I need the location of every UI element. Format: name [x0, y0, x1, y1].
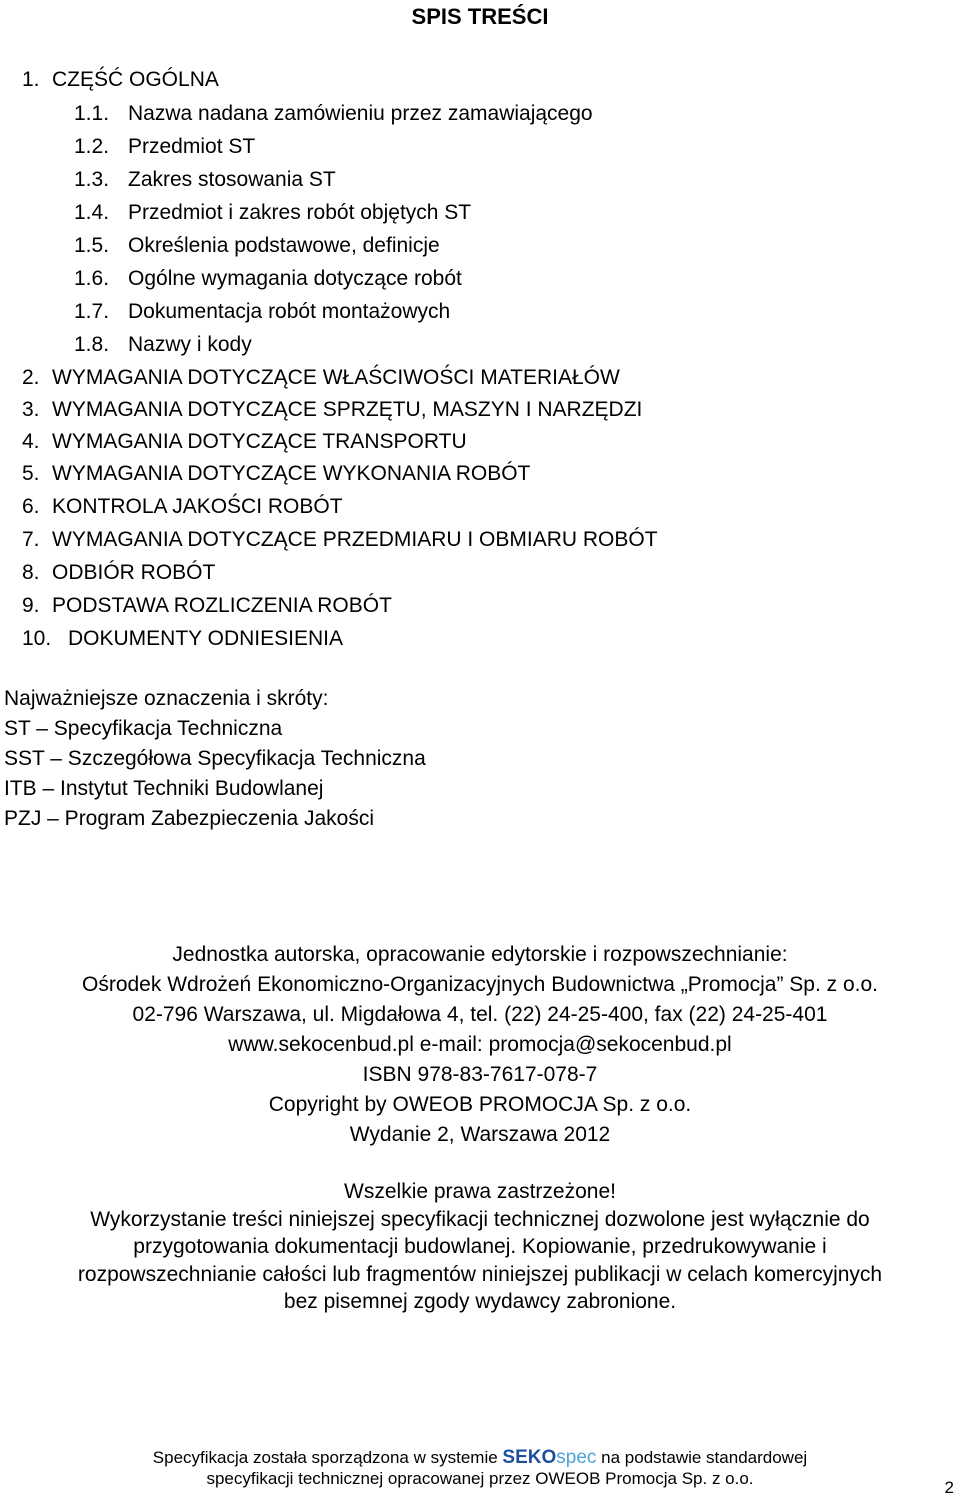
toc-item: [22, 627, 343, 651]
publisher-line: Jednostka autorska, opracowanie edytorskie i rozpowszechnianie:: [172, 943, 788, 966]
toc-item: [22, 398, 642, 422]
toc-item-number: 7.: [22, 528, 40, 551]
toc-item-label: Zakres stosowania ST: [128, 168, 336, 191]
footer-text: na podstawie standardowej: [601, 1448, 808, 1467]
abbreviation-item: ITB – Instytut Techniki Budowlanej: [4, 777, 324, 800]
footer-line-1: [0, 1447, 960, 1468]
toc-item: [74, 102, 593, 126]
rights-line: rozpowszechnianie całości lub fragmentów niniejszej publikacji w celach komercyjnych: [77, 1262, 883, 1286]
toc-item-label: Nazwy i kody: [128, 333, 252, 356]
toc-item: [74, 168, 336, 192]
toc-item-label: WYMAGANIA DOTYCZĄCE SPRZĘTU, MASZYN I NARZĘDZI: [52, 398, 643, 421]
publisher-info: [0, 940, 960, 1150]
toc-item-number: 1.: [22, 68, 40, 91]
toc-item: [22, 495, 343, 519]
toc-item: [74, 234, 440, 258]
rights-heading: Wszelkie prawa zastrzeżone!: [344, 1180, 616, 1203]
toc-item-label: Ogólne wymagania dotyczące robót: [128, 267, 462, 290]
page-title: SPIS TREŚCI: [411, 4, 549, 29]
toc-item: [22, 594, 392, 618]
toc-item: [74, 300, 450, 324]
page-footer: [0, 1447, 960, 1489]
toc-item: [22, 366, 620, 390]
abbreviation-item: PZJ – Program Zabezpieczenia Jakości: [4, 807, 374, 830]
toc-item: [74, 201, 471, 225]
toc-item-label: WYMAGANIA DOTYCZĄCE WŁAŚCIWOŚCI MATERIAŁÓW: [52, 366, 620, 389]
abbreviations-section: [4, 684, 426, 834]
toc-item-label: PODSTAWA ROZLICZENIA ROBÓT: [52, 594, 392, 617]
toc-item-label: DOKUMENTY ODNIESIENIA: [68, 627, 343, 650]
toc-item-label: CZĘŚĆ OGÓLNA: [52, 68, 219, 91]
toc-item-number: 5.: [22, 462, 40, 485]
toc-item-label: Przedmiot i zakres robót objętych ST: [128, 201, 472, 224]
toc-item: [74, 267, 462, 291]
toc-item-number: 6.: [22, 495, 40, 518]
page-number: 2: [944, 1478, 954, 1497]
sekospec-logo: [502, 1447, 596, 1468]
publisher-line: ISBN 978-83-7617-078-7: [362, 1063, 598, 1086]
toc-item-label: WYMAGANIA DOTYCZĄCE WYKONANIA ROBÓT: [52, 462, 531, 485]
toc-item-number: 2.: [22, 366, 40, 389]
publisher-line: Wydanie 2, Warszawa 2012: [349, 1123, 611, 1146]
toc-item: [22, 68, 219, 92]
toc-item-number: 10.: [22, 627, 52, 650]
toc-item-label: Przedmiot ST: [128, 135, 256, 158]
toc-item-label: Nazwa nadana zamówieniu przez zamawiającego: [128, 102, 593, 125]
publisher-line: Ośrodek Wdrożeń Ekonomiczno-Organizacyjnych Budownictwa „Promocja” Sp. z o.o.: [82, 973, 878, 996]
toc-item-number: 1.3.: [74, 168, 110, 191]
publisher-line: Copyright by OWEOB PROMOCJA Sp. z o.o.: [268, 1093, 692, 1116]
toc-item: [22, 430, 467, 454]
toc-item-label: WYMAGANIA DOTYCZĄCE TRANSPORTU: [52, 430, 467, 453]
toc-item-number: 1.7.: [74, 300, 110, 323]
toc-item-number: 4.: [22, 430, 40, 453]
toc-item-number: 1.5.: [74, 234, 110, 257]
toc-item-label: ODBIÓR ROBÓT: [52, 561, 216, 584]
rights-line: przygotowania dokumentacji budowlanej. Kopiowanie, przedrukowywanie i: [133, 1235, 827, 1258]
toc-item: [22, 561, 215, 585]
abbreviations-heading: Najważniejsze oznaczenia i skróty:: [4, 687, 329, 710]
toc-item-number: 8.: [22, 561, 40, 584]
publisher-line: 02-796 Warszawa, ul. Migdałowa 4, tel. (22) 24-25-400, fax (22) 24-25-401: [132, 1003, 828, 1026]
toc-item-label: Dokumentacja robót montażowych: [128, 300, 451, 323]
logo-part-seko: SEKO: [502, 1447, 557, 1468]
toc-item-number: 3.: [22, 398, 40, 421]
publisher-line: www.sekocenbud.pl e-mail: promocja@sekocenbud.pl: [228, 1033, 732, 1056]
abbreviation-item: SST – Szczegółowa Specyfikacja Techniczna: [4, 747, 426, 770]
logo-part-spec: spec: [556, 1447, 597, 1468]
toc-item-label: WYMAGANIA DOTYCZĄCE PRZEDMIARU I OBMIARU ROBÓT: [52, 528, 658, 551]
toc-item: [74, 333, 252, 357]
toc-item: [74, 135, 255, 159]
toc-item: [22, 462, 530, 486]
toc-item-number: 1.6.: [74, 267, 110, 290]
toc-item: [22, 528, 658, 552]
toc-item-number: 1.4.: [74, 201, 110, 224]
abbreviation-item: ST – Specyfikacja Techniczna: [4, 717, 283, 740]
toc-item-number: 1.8.: [74, 333, 110, 356]
toc-item-label: KONTROLA JAKOŚCI ROBÓT: [52, 495, 343, 518]
toc-item-number: 1.2.: [74, 135, 110, 158]
rights-line: Wykorzystanie treści niniejszej specyfikacji technicznej dozwolone jest wyłącznie do: [90, 1207, 870, 1231]
toc-item-number: 1.1.: [74, 102, 110, 125]
toc-item-number: 9.: [22, 594, 40, 617]
footer-text: Specyfikacja została sporządzona w systemie: [152, 1448, 498, 1467]
rights-line: bez pisemnej zgody wydawcy zabronione.: [283, 1290, 677, 1313]
rights-notice: [0, 1178, 960, 1316]
toc-item-label: Określenia podstawowe, definicje: [128, 234, 440, 257]
footer-line-2: specyfikacji technicznej opracowanej przez OWEOB Promocja Sp. z o.o.: [206, 1469, 754, 1488]
